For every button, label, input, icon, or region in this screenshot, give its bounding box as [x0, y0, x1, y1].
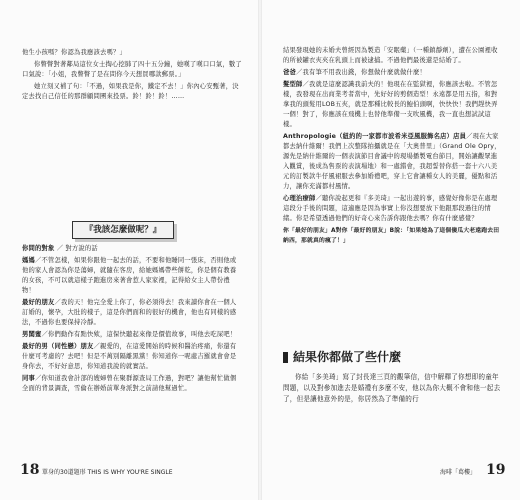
- audience-sep: ／: [56, 245, 64, 252]
- role-entry: [283, 80, 501, 130]
- left-para-1: 他生小孩嗎？你認為我應該去嗎？」: [22, 49, 126, 56]
- section-title: 結果你都做了些什麼: [293, 350, 402, 364]
- role-name: 最好的男（同性戀）朋友: [22, 343, 94, 350]
- role-sep: ／: [296, 69, 303, 76]
- role-text: 你知道我會計部的嫂婦曾在聚群源查局工作過，對吧？讓他幫忙做個全面的背景調查，雪倫在辦婚前單身派對之前請他幫過忙。: [22, 375, 237, 392]
- right-running-head: 海啡「葛樓」: [440, 469, 477, 476]
- role-entry: [283, 68, 501, 78]
- left-page-number: 18: [20, 462, 40, 478]
- role-name: 媽媽: [22, 257, 35, 264]
- role-sep: ／: [54, 299, 61, 306]
- audience-label: 你問的對象: [22, 245, 55, 252]
- role-entry: [22, 330, 242, 340]
- role-entry: [22, 256, 242, 296]
- role-name: 同事: [22, 375, 35, 382]
- left-roles: [22, 244, 242, 396]
- right-page-number: 19: [486, 462, 506, 478]
- role-entry: [283, 132, 501, 192]
- role-name: Anthropologie（紐約的一家都市波希米亞風服飾名店）店員: [283, 133, 467, 140]
- role-name: 爸爸: [283, 69, 296, 76]
- phone-note: 你「最好的朋友」A對你「最好的朋友」B說：「如果她為了這個傻瓜大老遠跑去田納西，那就真的瘋了！」: [283, 228, 500, 244]
- section-heading: [283, 348, 401, 365]
- role-sep: ／: [93, 343, 100, 350]
- role-sep: ／: [466, 133, 473, 140]
- left-intro: [22, 48, 242, 104]
- role-sep: ／: [35, 257, 42, 264]
- role-entry: [22, 298, 242, 328]
- role-entry: [283, 194, 501, 224]
- right-para-1: 結果發現她的未婚夫曾經因為製造「安眠藥」（一種鎮靜劑），遭在公園裡收的所被罐衣夾夾在乳頭上而被逮捕。不過他們最後還是結婚了。: [283, 47, 498, 64]
- role-sep: ／: [302, 81, 309, 88]
- role-text: 我就是這麼認識我前夫的！他現在在監獄裡，你應該去啦。不管怎樣，我發現在出商業考者當中，先好好的剪個造型！永遠都是用五指，和對拿我的頭髮用LOB五夾，就是那種比較長的鮑伯頭啊，快快快！我們趕快弄一個！對了，你應該在飛機上也替他準備一支吹風機，我一直也想試試這樣。: [283, 81, 498, 128]
- audience-header: [22, 244, 242, 254]
- section-box-title: 『我該怎麼做呢？』: [72, 221, 174, 239]
- right-content: [283, 46, 501, 248]
- role-text: 你們動作有點快欸，這保快聽起來像是價值故事，叫他去吃屎吧！: [48, 331, 237, 338]
- left-running-head: 單身的30道題形 THIS IS WHY YOU'RE SINGLE: [42, 469, 173, 476]
- role-name: 心理治療師: [283, 195, 316, 202]
- role-name: 男閨蜜: [22, 331, 42, 338]
- audience-text: 對方說的話: [65, 245, 98, 252]
- role-sep: ／: [41, 331, 48, 338]
- section-body: [283, 372, 501, 407]
- role-text: 我的天！他完全愛上你了，你必須得去！我來讀你會在一個人訂婚的，懷孕，大肚的樣子，這是你們面和的很好的機會，他也有同樣的感法，不過你也要保持冷靜。: [22, 299, 237, 326]
- role-text: 我有筆不用我出錢，你想做什麼就做什麼！: [302, 69, 426, 76]
- role-entry: [22, 342, 242, 372]
- section-text: 你給「多美琦」寫了封長達三頁的觀筆信，信中解釋了你想即的童年問題，以及對參加進去是婚禮有多麼不安，他以為你大概不會和他一起去了，但是讓他意外的是，你居然為了準備的行: [283, 373, 501, 403]
- role-text: 親愛的，在這愛開始的時候和醫治疼痛，你還有什麼可考慮的？去吧！但是不萬別隔離黑黨！你知道你一呢處吉羅就會會是身你去，不好好意思，你知道我說的就實話。: [22, 343, 237, 370]
- role-sep: ／: [315, 195, 322, 202]
- role-text: 現在大家都去納什維爾！我們上次整隊拍攝就是在「大奧普里」（Grand Ole Opry，源先是納什維爾的一個表演節目會議中的現場播製電台節目，開始讓觀眾進入觀賞，後成為售票的表演場地）和一處錯會，我超誓替你搭一套十六八美元的訂製款牛仔風裙服去參加婚禮吧，穿上它會讓種女人的美麗，優點和活力，讓你充滿都村風情。: [283, 133, 501, 190]
- role-name: 髮型師: [283, 81, 303, 88]
- left-para-3: 她立刻又補了句：「不過，如果我是你，鐵定不去！」你內心安甄著，決定去找自己信任的那群顧問團來投票。鈴！鈴！鈴！……: [22, 83, 239, 100]
- role-name: 最好的朋友: [22, 299, 55, 306]
- role-text: 聽你說起更和『多美琦』一起出遊的事，感覺好像你是在處理這段分手後的問題，這適應是因為事實上你沒想要放下他跟那段過往的情緒。你是希望透過他們的好奇心來告訴你跟他去嗎？你有什麼感覺？: [283, 195, 498, 222]
- role-text: 不管怎樣，如果你跟他一起去的話，不要和他睡同一張床，否則他或他的家人會認為你是蕩婦，就隨在客房，給她媽媽帶些餅乾，你是個有教養的女孩，不可以就這樣子跑進房來著會惹人家家裡，記得給女主人帶份禮物！: [22, 257, 237, 294]
- role-sep: ／: [35, 375, 42, 382]
- heading-bar: [283, 352, 288, 363]
- left-para-2: 你瞥瞥對著鄰局這位女士掏心挖肺了四十五分鐘，她嘆了嘆口口氣，數了口氣說：「小姐，我瞥瞥了是在問你今天想買哪款郵票。」: [22, 61, 242, 78]
- role-entry: [22, 374, 242, 394]
